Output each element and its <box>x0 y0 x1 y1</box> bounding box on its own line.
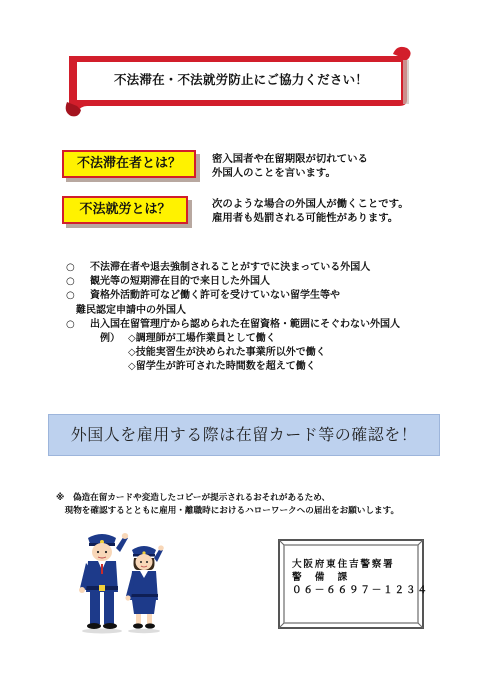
phone-number: ０６－６６９７－１２３４ <box>292 585 429 596</box>
illegal-work-label: 不法就労とは？ <box>62 196 188 224</box>
notice-line: ※ 偽造在留カードや変造したコピーが提示されるおそれがあるため、 <box>56 493 331 503</box>
definition-line: 雇用者も処罰される可能性があります。 <box>212 212 399 224</box>
police-officers-illustration <box>68 530 168 634</box>
list-item-text: 資格外活動許可など働く許可を受けていない留学生等や <box>90 290 340 302</box>
department-name: 警 備 課 <box>292 572 349 583</box>
list-item-continuation: 難民認定申請中の外国人 <box>76 304 186 316</box>
list-item <box>66 318 466 332</box>
banner-title: 不法滞在・不法就労防止にご協力ください！ <box>113 72 368 87</box>
contact-info <box>292 558 429 597</box>
example-row <box>66 332 466 346</box>
illegal-stay-label: 不法滞在者とは？ <box>62 150 196 178</box>
list-item-text: 不法滞在者や退去強制されることがすでに決まっている外国人 <box>90 262 371 273</box>
list-item-text: 出入国在留管理庁から認められた在留資格・範囲にそぐわない外国人 <box>90 318 400 330</box>
definition-line: 密入国者や在留期限が切れている <box>212 153 368 165</box>
example-item: ◇留学生が許可された時間数を超えて働く <box>128 361 316 373</box>
police-officer-icon <box>79 533 128 634</box>
example-label: 例） <box>100 333 120 345</box>
bullet-circle-icon: ○ <box>66 318 75 330</box>
example-item: ◇調理師が工場作業員として働く <box>128 333 276 345</box>
list-item <box>66 289 466 303</box>
illegal-work-case-list <box>66 261 466 375</box>
forgery-notice <box>56 492 399 518</box>
definition-line: 外国人のことを言います。 <box>212 167 336 179</box>
illegal-work-definition <box>212 197 409 225</box>
police-officer-icon <box>125 545 163 633</box>
bullet-circle-icon: ○ <box>66 262 75 273</box>
example-item: ◇技能実習生が決められた事業所以外で働く <box>128 347 326 359</box>
notice-line: 現物を確認するとともに雇用・離職時におけるハローワークへの届出をお願いします。 <box>56 506 400 516</box>
list-item <box>66 261 466 275</box>
residence-card-check-banner: 外国人を雇用する際は在留カード等の確認を！ <box>48 414 440 456</box>
definition-line: 次のような場合の外国人が働くことです。 <box>212 198 409 210</box>
police-station-name: 大阪府東住吉警察署 <box>292 559 395 570</box>
list-item <box>66 275 466 289</box>
bullet-circle-icon: ○ <box>66 276 75 288</box>
illegal-stay-definition <box>212 152 368 180</box>
list-item-text: 観光等の短期滞在目的で来日した外国人 <box>90 276 270 288</box>
bullet-circle-icon: ○ <box>66 290 75 302</box>
